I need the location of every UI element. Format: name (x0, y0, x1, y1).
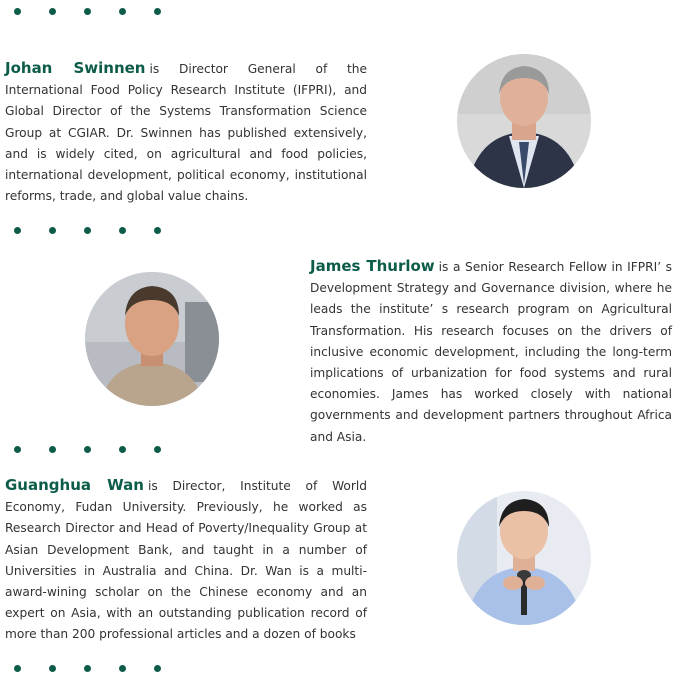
dot (154, 227, 161, 234)
dot (14, 8, 21, 15)
dot (119, 665, 126, 672)
profile-text: is a Senior Research Fellow in IFPRI’ s Development Strategy and Governance division, where he leads the institute’ s research program on Agricultural Transformation. His research focuses on the drivers of inclusive economic development, including the long-term implications of urbanization for food systems and rural economies. James has worked closely with national governments and development partners throughout Africa and Asia. (310, 260, 672, 444)
dot (119, 446, 126, 453)
dot-separator (14, 446, 161, 456)
dot (119, 8, 126, 15)
dot (154, 8, 161, 15)
profile-bio-swinnen (5, 58, 367, 207)
profile-text: is Director, Institute of World Economy, Fudan University. Previously, he worked as Research Director and Head of Poverty/Inequality Group at Asian Development Bank, and taught in a number of Universities in Australia and China. Dr. Wan is a multi-award-wining scholar on the Chinese economy and an expert on Asia, with an outstanding publication record of more than 200 professional articles and a dozen of books (5, 479, 367, 642)
profile-text: is Director General of the International Food Policy Research Institute (IFPRI), and Global Director of the Systems Transformation Science Group at CGIAR. Dr. Swinnen has published extensively, and is widely cited, on agricultural and food policies, international development, political economy, institutional reforms, trade, and global value chains. (5, 62, 367, 204)
profile-name: Guanghua Wan (5, 476, 144, 494)
dot (84, 227, 91, 234)
profile-photo-swinnen (457, 54, 591, 188)
dot (154, 665, 161, 672)
profile-photo-wan (457, 491, 591, 625)
dot-separator (14, 227, 161, 237)
profile-bio-wan (5, 475, 367, 646)
dot (119, 227, 126, 234)
dot (14, 227, 21, 234)
profile-bio-thurlow (310, 256, 672, 448)
dot (49, 446, 56, 453)
profile-name: Johan Swinnen (5, 59, 146, 77)
dot (49, 227, 56, 234)
dot (49, 665, 56, 672)
dot (84, 446, 91, 453)
profile-photo-thurlow (85, 272, 219, 406)
dot-separator (14, 665, 161, 675)
dot (154, 446, 161, 453)
dot (14, 665, 21, 672)
dot (49, 8, 56, 15)
dot (84, 665, 91, 672)
dot-separator (14, 8, 161, 18)
dot (84, 8, 91, 15)
dot (14, 446, 21, 453)
profile-name: James Thurlow (310, 257, 435, 275)
